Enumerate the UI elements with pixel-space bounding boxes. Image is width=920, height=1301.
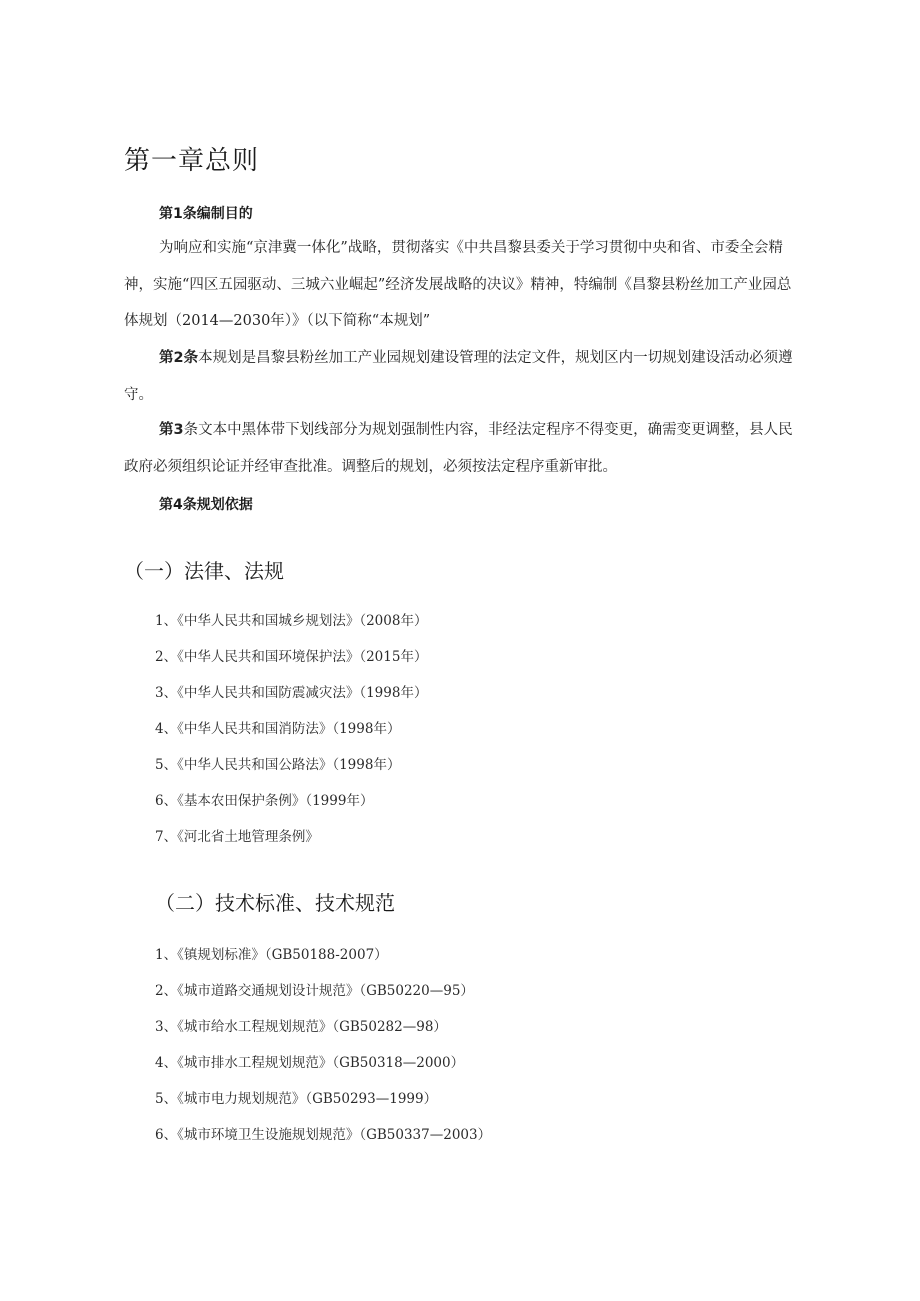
article-1-text: 为响应和实施“京津冀一体化”战略，贯彻落实《中共昌黎县委关于学习贯彻中央和省、市委全会精神，实施“四区五园驱动、三城六业崛起”经济发展战略的决议》精神，特编制《昌黎县粉丝加工产业园总体规划（2014—2030年）》（以下简称“本规划” — [124, 240, 792, 329]
law-item: 4、《中华人民共和国消防法》（1998年） — [155, 721, 401, 737]
standard-item: 6、《城市环境卫生设施规划规范》（GB50337—2003） — [155, 1127, 492, 1143]
standard-item: 2、《城市道路交通规划设计规范》（GB50220—95） — [155, 983, 474, 999]
section-standards-title: （二）技术标准、技术规范 — [155, 891, 395, 915]
article-1-body — [124, 230, 800, 340]
law-item: 7、《河北省土地管理条例》 — [155, 829, 319, 845]
section-laws-title: （一）法律、法规 — [124, 559, 284, 583]
law-item: 5、《中华人民共和国公路法》（1998年） — [155, 757, 401, 773]
law-item: 3、《中华人民共和国防震减灾法》（1998年） — [155, 685, 428, 701]
law-item: 6、《基本农田保护条例》（1999年） — [155, 793, 374, 809]
standard-item: 4、《城市排水工程规划规范》（GB50318—2000） — [155, 1055, 465, 1071]
standard-item: 3、《城市给水工程规划规范》（GB50282—98） — [155, 1019, 447, 1035]
article-4-heading: 第4条规划依据 — [159, 497, 253, 513]
article-1-heading: 第1条编制目的 — [159, 206, 253, 222]
law-item: 2、《中华人民共和国环境保护法》（2015年） — [155, 649, 428, 665]
law-item: 1、《中华人民共和国城乡规划法》（2008年） — [155, 613, 428, 629]
article-2-number: 第2条 — [159, 350, 199, 366]
standard-item: 5、《城市电力规划规范》（GB50293—1999） — [155, 1091, 438, 1107]
article-3-number: 第3 — [159, 422, 184, 438]
article-3 — [124, 412, 800, 485]
standard-item: 1、《镇规划标准》（GB50188-2007） — [155, 947, 388, 963]
article-2 — [124, 340, 800, 413]
chapter-title: 第一章总则 — [124, 146, 260, 176]
article-3-text: 条文本中黑体带下划线部分为规划强制性内容，非经法定程序不得变更，确需变更调整，县人民政府必须组织论证并经审查批准。调整后的规划，必须按法定程序重新审批。 — [124, 422, 793, 475]
article-2-text: 本规划是昌黎县粉丝加工产业园规划建设管理的法定文件，规划区内一切规划建设活动必须遵守。 — [124, 350, 793, 403]
